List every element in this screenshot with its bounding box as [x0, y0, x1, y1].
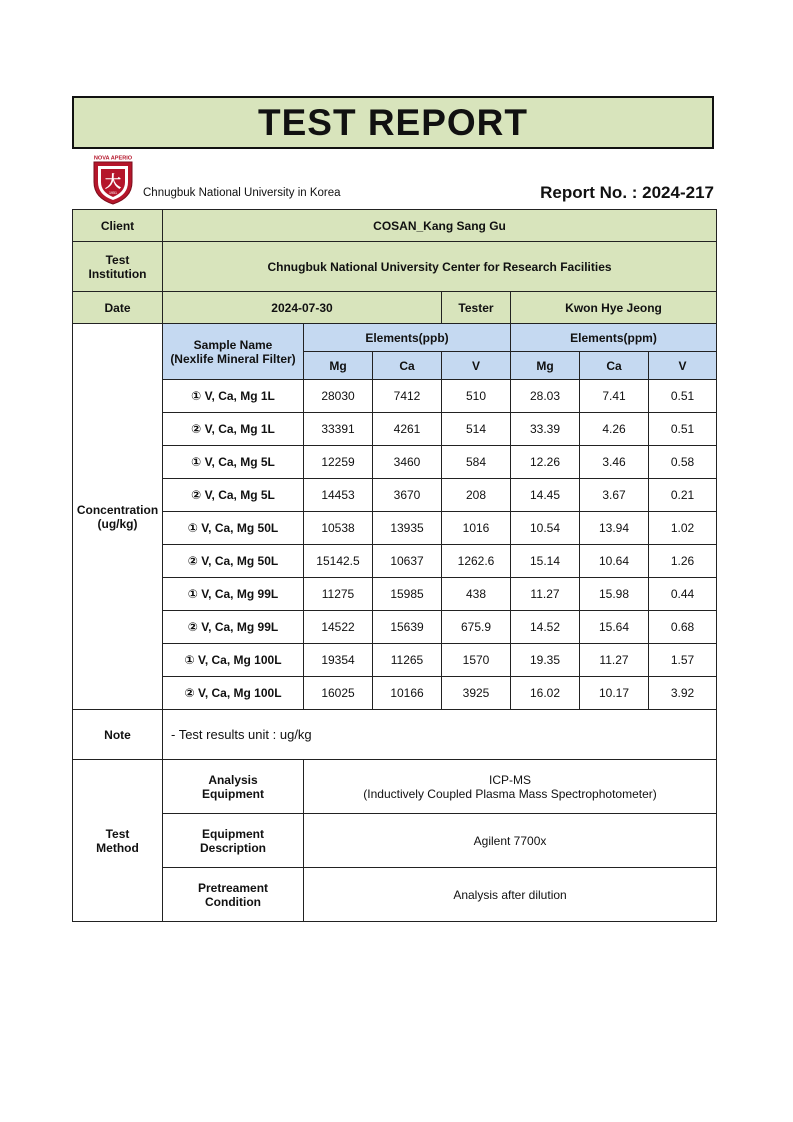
- value-cell: 1.57: [649, 644, 717, 677]
- method-row: [73, 868, 717, 922]
- logo-glyph: 大: [104, 172, 122, 191]
- table-row: [73, 413, 717, 446]
- institution-label: [73, 242, 163, 292]
- value-cell: 514: [442, 413, 511, 446]
- value-cell: 15142.5: [304, 545, 373, 578]
- value-cell: 10.17: [580, 677, 649, 710]
- value-cell: 1570: [442, 644, 511, 677]
- method-item-label-line2: Equipment: [202, 786, 264, 801]
- university-name: Chnugbuk National University in Korea: [143, 187, 341, 199]
- table-row: [73, 644, 717, 677]
- table-row: [73, 545, 717, 578]
- value-cell: 15639: [373, 611, 442, 644]
- concentration-label: [73, 324, 163, 710]
- value-cell: 12259: [304, 446, 373, 479]
- note-label: Note: [73, 710, 163, 760]
- report-table: [72, 209, 717, 922]
- institution-value: Chnugbuk National University Center for Research Facilities: [163, 242, 717, 292]
- value-cell: 14522: [304, 611, 373, 644]
- test-method-label-line2: Method: [96, 840, 139, 855]
- test-method-label: [73, 760, 163, 922]
- method-item-label: [163, 760, 304, 814]
- value-cell: 1.02: [649, 512, 717, 545]
- value-cell: 3670: [373, 479, 442, 512]
- value-cell: 0.68: [649, 611, 717, 644]
- column-header: Ca: [373, 352, 442, 380]
- value-cell: 208: [442, 479, 511, 512]
- value-cell: 33391: [304, 413, 373, 446]
- sample-name-cell: ① V, Ca, Mg 50L: [163, 512, 304, 545]
- university-logo: [90, 152, 136, 206]
- method-item-value: Agilent 7700x: [304, 814, 717, 868]
- date-label: Date: [73, 292, 163, 324]
- value-cell: 1016: [442, 512, 511, 545]
- value-cell: 28.03: [511, 380, 580, 413]
- value-cell: 10637: [373, 545, 442, 578]
- value-cell: 14.52: [511, 611, 580, 644]
- concentration-label-line2: (ug/kg): [97, 516, 138, 531]
- table-row: [73, 479, 717, 512]
- value-cell: 11265: [373, 644, 442, 677]
- sample-name-cell: ① V, Ca, Mg 5L: [163, 446, 304, 479]
- ppb-header: Elements(ppb): [304, 324, 511, 352]
- value-cell: 3460: [373, 446, 442, 479]
- sample-name-header: [163, 324, 304, 380]
- sample-name-header-line2: (Nexlife Mineral Filter): [170, 351, 296, 366]
- value-cell: 584: [442, 446, 511, 479]
- value-cell: 0.44: [649, 578, 717, 611]
- client-value: COSAN_Kang Sang Gu: [163, 210, 717, 242]
- table-row: [73, 380, 717, 413]
- value-cell: 11.27: [511, 578, 580, 611]
- value-cell: 10.54: [511, 512, 580, 545]
- value-cell: 10538: [304, 512, 373, 545]
- table-row: [73, 512, 717, 545]
- method-item-label-line1: Analysis: [208, 772, 258, 787]
- value-cell: 0.51: [649, 413, 717, 446]
- test-method-label-line1: Test: [105, 826, 130, 841]
- method-item-label: [163, 868, 304, 922]
- method-row: [73, 760, 717, 814]
- tester-value: Kwon Hye Jeong: [511, 292, 717, 324]
- value-cell: 11.27: [580, 644, 649, 677]
- value-cell: 675.9: [442, 611, 511, 644]
- value-cell: 28030: [304, 380, 373, 413]
- column-header: Mg: [304, 352, 373, 380]
- value-cell: 0.21: [649, 479, 717, 512]
- table-row: [73, 677, 717, 710]
- value-cell: 15.14: [511, 545, 580, 578]
- value-cell: 14453: [304, 479, 373, 512]
- institution-row: [73, 242, 717, 292]
- client-label: Client: [73, 210, 163, 242]
- sample-name-cell: ① V, Ca, Mg 100L: [163, 644, 304, 677]
- sample-name-cell: ② V, Ca, Mg 100L: [163, 677, 304, 710]
- value-cell: 0.51: [649, 380, 717, 413]
- method-item-label-line1: Pretreament: [197, 880, 269, 895]
- value-cell: 3925: [442, 677, 511, 710]
- value-cell: 11275: [304, 578, 373, 611]
- method-item-label: [163, 814, 304, 868]
- method-item-label-line2: Description: [199, 840, 266, 855]
- value-cell: 14.45: [511, 479, 580, 512]
- column-header: V: [442, 352, 511, 380]
- logo-year: 1951: [109, 191, 117, 195]
- report-number: Report No. : 2024-217: [540, 183, 714, 202]
- value-cell: 12.26: [511, 446, 580, 479]
- tester-label: Tester: [442, 292, 511, 324]
- method-item-label-line1: Equipment: [202, 826, 264, 841]
- client-row: [73, 210, 717, 242]
- concentration-label-line1: Concentration: [76, 502, 159, 517]
- sample-name-cell: ① V, Ca, Mg 1L: [163, 380, 304, 413]
- date-value: 2024-07-30: [163, 292, 442, 324]
- value-cell: 0.58: [649, 446, 717, 479]
- sample-name-header-line1: Sample Name: [193, 337, 273, 352]
- logo-top-text: NOVA APERIO: [93, 155, 133, 162]
- value-cell: 1.26: [649, 545, 717, 578]
- value-cell: 19.35: [511, 644, 580, 677]
- value-cell: 10.64: [580, 545, 649, 578]
- sample-name-cell: ② V, Ca, Mg 5L: [163, 479, 304, 512]
- sample-name-cell: ② V, Ca, Mg 99L: [163, 611, 304, 644]
- value-cell: 15985: [373, 578, 442, 611]
- value-cell: 19354: [304, 644, 373, 677]
- value-cell: 33.39: [511, 413, 580, 446]
- value-cell: 3.92: [649, 677, 717, 710]
- sample-name-cell: ② V, Ca, Mg 50L: [163, 545, 304, 578]
- column-header: V: [649, 352, 717, 380]
- value-cell: 3.46: [580, 446, 649, 479]
- method-item-value-line2: (Inductively Coupled Plasma Mass Spectrophotometer): [363, 786, 657, 801]
- value-cell: 16.02: [511, 677, 580, 710]
- value-cell: 3.67: [580, 479, 649, 512]
- institution-label-line2: Institution: [88, 266, 147, 281]
- note-value: - Test results unit : ug/kg: [163, 710, 717, 760]
- value-cell: 15.98: [580, 578, 649, 611]
- report-title: TEST REPORT: [257, 101, 529, 143]
- sample-name-cell: ② V, Ca, Mg 1L: [163, 413, 304, 446]
- report-title-box: [72, 96, 714, 149]
- date-row: [73, 292, 717, 324]
- table-row: [73, 611, 717, 644]
- value-cell: 7412: [373, 380, 442, 413]
- value-cell: 10166: [373, 677, 442, 710]
- value-cell: 15.64: [580, 611, 649, 644]
- method-item-value: [304, 760, 717, 814]
- value-cell: 4261: [373, 413, 442, 446]
- value-cell: 7.41: [580, 380, 649, 413]
- institution-label-line1: Test: [105, 252, 130, 267]
- table-row: [73, 578, 717, 611]
- value-cell: 4.26: [580, 413, 649, 446]
- value-cell: 13935: [373, 512, 442, 545]
- column-header: Ca: [580, 352, 649, 380]
- ppm-header: Elements(ppm): [511, 324, 717, 352]
- value-cell: 438: [442, 578, 511, 611]
- value-cell: 13.94: [580, 512, 649, 545]
- value-cell: 1262.6: [442, 545, 511, 578]
- value-cell: 16025: [304, 677, 373, 710]
- concentration-header-row-1: [73, 324, 717, 352]
- note-row: [73, 710, 717, 760]
- column-header: Mg: [511, 352, 580, 380]
- table-row: [73, 446, 717, 479]
- method-row: [73, 814, 717, 868]
- value-cell: 510: [442, 380, 511, 413]
- method-item-value: Analysis after dilution: [304, 868, 717, 922]
- method-item-label-line2: Condition: [205, 894, 261, 909]
- sample-name-cell: ① V, Ca, Mg 99L: [163, 578, 304, 611]
- method-item-value-line1: ICP-MS: [489, 772, 532, 787]
